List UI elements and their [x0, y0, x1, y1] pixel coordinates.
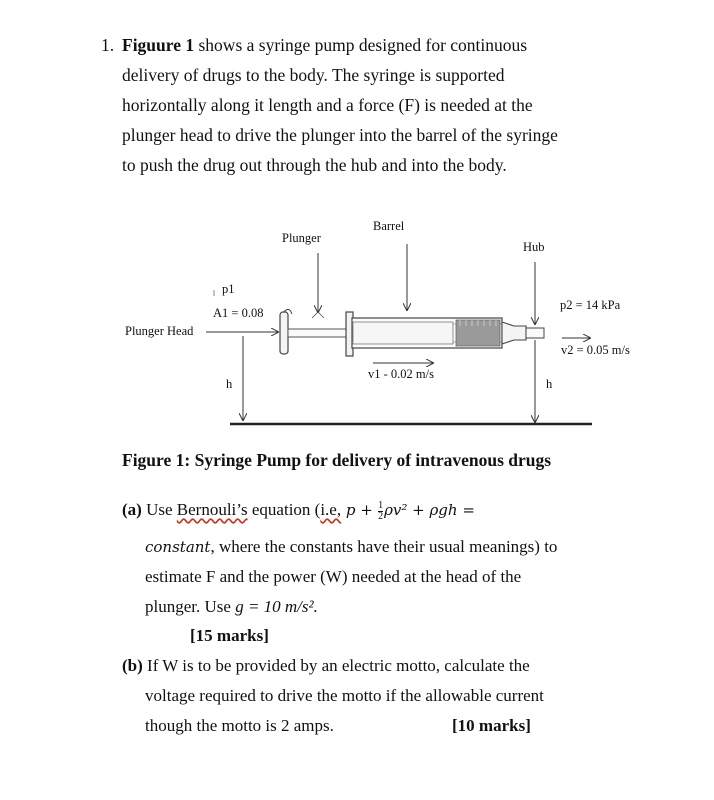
part-b-label: (b)	[122, 656, 143, 675]
figure-reference: Figuure 1	[122, 35, 195, 55]
plunger-head	[280, 312, 288, 354]
part-b-line-3: though the motto is 2 amps.	[145, 716, 334, 735]
hub	[502, 322, 526, 344]
part-b-marks: [10 marks]	[452, 716, 531, 735]
intro-line-4: plunger head to drive the plunger into the barrel of the syringe	[122, 125, 558, 145]
label-v2: v2 = 0.05 m/s	[561, 343, 630, 357]
part-a-line-1: (a) Use Bernouli’s equation (i.e, p + $\frac{1}{2}$ ρv² + ρgh =	[122, 499, 475, 522]
part-b-line-1: (b) If W is to be provided by an electric motto, calculate the	[122, 656, 530, 675]
gravity-value: g = 10 m/s².	[235, 597, 318, 616]
question-number: 1.	[101, 35, 115, 55]
intro-line-2: delivery of drugs to the body. The syringe is supported	[122, 65, 505, 85]
part-a-line-2: constant, where the constants have their usual meanings) to	[145, 537, 558, 556]
label-hub: Hub	[523, 240, 545, 254]
label-h-right: h	[546, 377, 553, 391]
ie-word: i.e,	[320, 500, 342, 519]
label-h-left: h	[226, 377, 233, 391]
half-fraction: $\frac{1}{2}$	[378, 499, 384, 522]
figure-caption: Figure 1: Syringe Pump for delivery of intravenous drugs	[122, 450, 552, 470]
label-a1: A1 = 0.08	[213, 306, 264, 320]
part-a-line-3: estimate F and the power (W) needed at the head of the	[145, 567, 522, 586]
intro-line-1: Figuure 1 shows a syringe pump designed for continuous	[122, 35, 528, 55]
label-p2: p2 = 14 kPa	[560, 298, 621, 312]
part-a-label: (a)	[122, 500, 142, 519]
intro-line-3: horizontally along it length and a force (F) is needed at the	[122, 95, 533, 115]
label-p1: p1	[222, 282, 235, 296]
intro-line-5: to push the drug out through the hub and into the body.	[122, 155, 507, 175]
label-barrel: Barrel	[373, 219, 405, 233]
bernoulli-word: Bernouli’s	[176, 500, 248, 519]
label-plunger-head: Plunger Head	[125, 324, 194, 338]
bernoulli-equation: ρv² + ρgh =	[384, 501, 475, 519]
plunger-rod	[288, 329, 348, 337]
label-plunger: Plunger	[282, 231, 321, 245]
part-b-line-2: voltage required to drive the motto if the allowable current	[145, 686, 544, 705]
part-a-marks: [15 marks]	[190, 626, 269, 645]
label-v1: v1 - 0.02 m/s	[368, 367, 434, 381]
part-a-line-4: plunger. Use g = 10 m/s².	[145, 597, 318, 616]
